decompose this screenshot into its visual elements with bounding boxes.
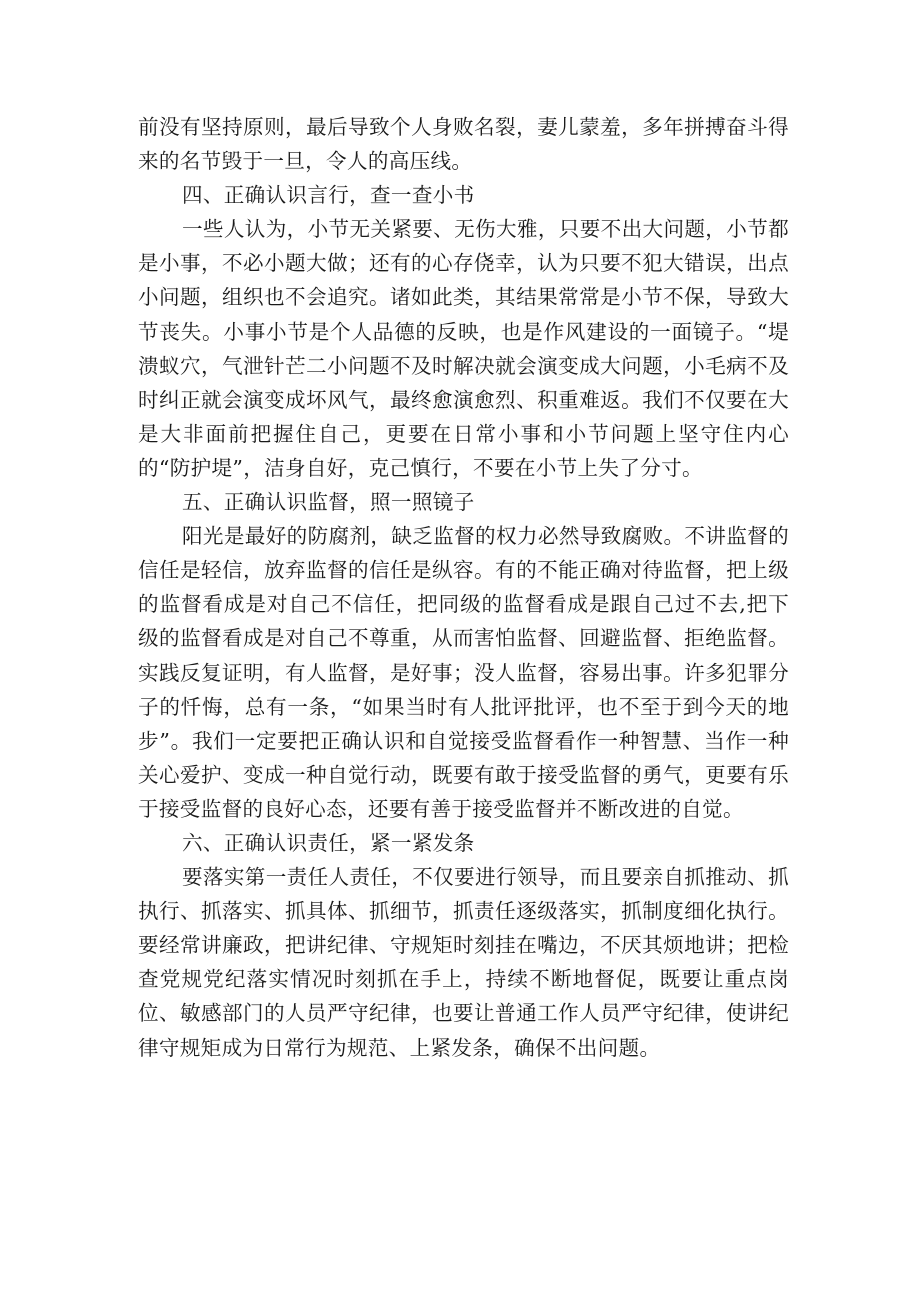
paragraph-continuation: 前没有坚持原则，最后导致个人身败名裂，妻儿蒙羞，多年拼搏奋斗得来的名节毁于一旦，令人的高压线。 [138,115,789,174]
paragraph-section-6: 要落实第一责任人责任，不仅要进行领导，而且要亲自抓推动、抓执行、抓落实、抓具体、抓细节，抓责任逐级落实，抓制度细化执行。要经常讲廉政，把讲纪律、守规矩时刻挂在嘴边，不厌其烦地讲；把检查党规党纪落实情况时刻抓在手上，持续不断地督促，既要让重点岗位、敏感部门的人员严守纪律，也要让普通工作人员严守纪律，使讲纪律守规矩成为日常行为规范、上紧发条，确保不出问题。 [138,865,789,1060]
document-body [138,110,789,1065]
section-heading-6: 六、正确认识责任，紧一紧发条 [182,830,475,855]
paragraph-section-5: 阳光是最好的防腐剂，缺乏监督的权力必然导致腐败。不讲监督的信任是轻信，放弃监督的信任是纵容。有的不能正确对待监督，把上级的监督看成是对自己不信任，把同级的监督看成是跟自己过不去,把下级的监督看成是对自己不尊重，从而害怕监督、回避监督、拒绝监督。实践反复证明，有人监督，是好事；没人监督，容易出事。许多犯罪分子的忏悔，总有一条，“如果当时有人批评批评，也不至于到今天的地步”。我们一定要把正确认识和自觉接受监督看作一种智慧、当作一种关心爱护、变成一种自觉行动，既要有敢于接受监督的勇气，更要有乐于接受监督的良好心态，还要有善于接受监督并不断改进的自觉。 [138,524,789,821]
section-heading-4: 四、正确认识言行，查一查小书 [182,183,475,208]
paragraph-section-4: 一些人认为，小节无关紧要、无伤大雅，只要不出大问题，小节都是小事，不必小题大做；还有的心存侥幸，认为只要不犯大错误，出点小问题，组织也不会追究。诸如此类，其结果常常是小节不保，导致大节丧失。小事小节是个人品德的反映，也是作风建设的一面镜子。“堤溃蚁穴，气泄针芒二小问题不及时解决就会演变成大问题，小毛病不及时纠正就会演变成坏风气，最终愈演愈烈、积重难返。我们不仅要在大是大非面前把握住自己，更要在日常小事和小节问题上坚守住内心的“防护堤”，洁身自好，克己慎行，不要在小节上失了分寸。 [138,217,789,480]
section-heading-5: 五、正确认识监督，照一照镜子 [182,490,475,515]
